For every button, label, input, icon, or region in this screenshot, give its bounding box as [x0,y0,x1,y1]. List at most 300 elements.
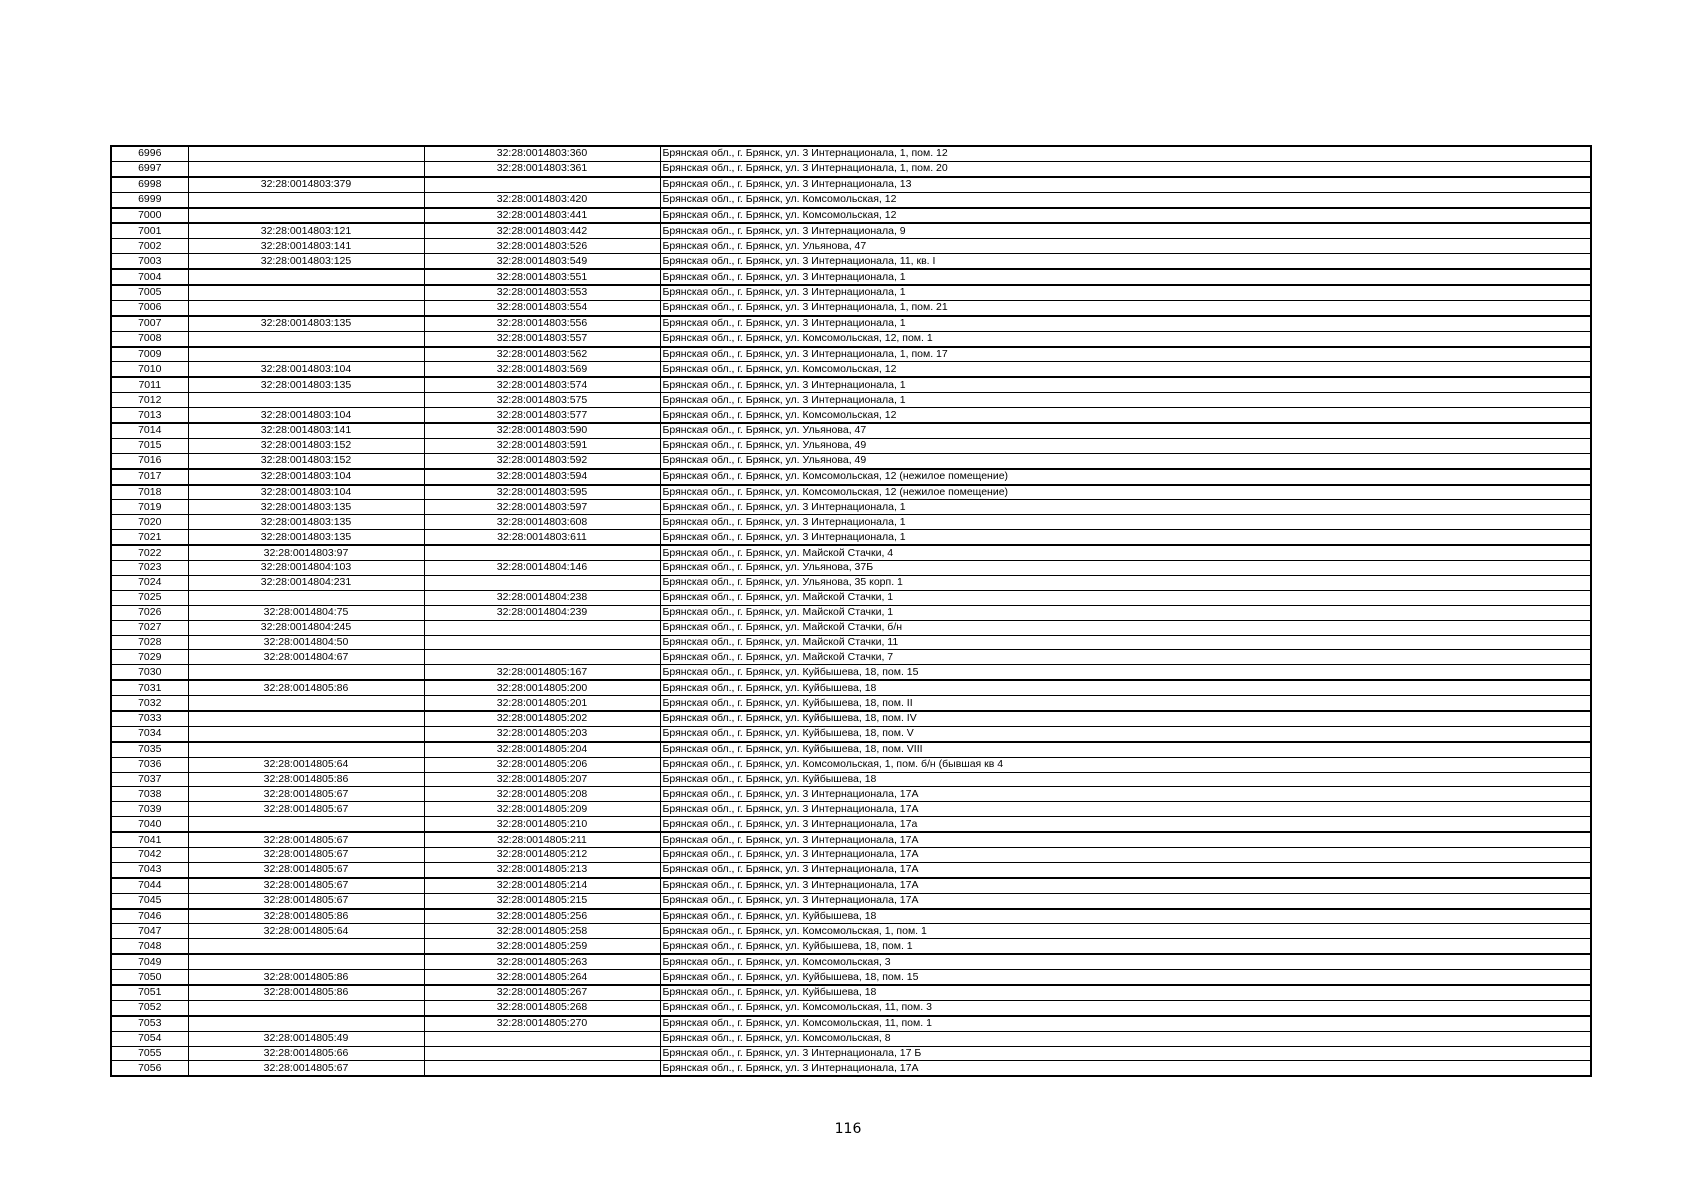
address-cell: Брянская обл., г. Брянск, ул. Комсомольская, 12 [660,208,1591,224]
row-number-cell: 7016 [111,453,188,468]
address-cell: Брянская обл., г. Брянск, ул. Комсомольская, 1, пом. 1 [660,924,1591,939]
land-cadastral-number-cell [188,300,424,315]
land-cadastral-number-cell: 32:28:0014805:49 [188,1031,424,1046]
address-cell: Брянская обл., г. Брянск, ул. Ульянова, 47 [660,423,1591,438]
table-row [111,362,1591,377]
land-cadastral-number-cell: 32:28:0014804:75 [188,605,424,620]
object-cadastral-number-cell: 32:28:0014805:209 [424,802,660,817]
table-row [111,161,1591,176]
object-cadastral-number-cell: 32:28:0014803:556 [424,316,660,331]
table-row [111,954,1591,969]
object-cadastral-number-cell: 32:28:0014805:258 [424,924,660,939]
land-cadastral-number-cell: 32:28:0014805:64 [188,924,424,939]
land-cadastral-number-cell [188,590,424,605]
land-cadastral-number-cell [188,285,424,300]
row-number-cell: 7028 [111,635,188,650]
address-cell: Брянская обл., г. Брянск, ул. Куйбышева, 18 [660,772,1591,787]
land-cadastral-number-cell: 32:28:0014803:97 [188,545,424,560]
row-number-cell: 7018 [111,485,188,500]
object-cadastral-number-cell [424,545,660,560]
land-cadastral-number-cell [188,665,424,680]
table-row [111,561,1591,576]
land-cadastral-number-cell: 32:28:0014804:231 [188,575,424,590]
land-cadastral-number-cell: 32:28:0014805:67 [188,1061,424,1076]
address-cell: Брянская обл., г. Брянск, ул. 3 Интернационала, 13 [660,177,1591,192]
table-row [111,347,1591,362]
row-number-cell: 7027 [111,620,188,635]
row-number-cell: 7038 [111,787,188,802]
land-cadastral-number-cell: 32:28:0014805:64 [188,757,424,772]
address-cell: Брянская обл., г. Брянск, ул. 3 Интернационала, 17А [660,893,1591,908]
object-cadastral-number-cell [424,1031,660,1046]
address-cell: Брянская обл., г. Брянск, ул. 3 Интернационала, 17А [660,787,1591,802]
row-number-cell: 7056 [111,1061,188,1076]
row-number-cell: 7019 [111,500,188,515]
object-cadastral-number-cell [424,1061,660,1076]
land-cadastral-number-cell [188,742,424,757]
object-cadastral-number-cell: 32:28:0014803:597 [424,500,660,515]
object-cadastral-number-cell: 32:28:0014805:206 [424,757,660,772]
object-cadastral-number-cell: 32:28:0014803:569 [424,362,660,377]
object-cadastral-number-cell: 32:28:0014803:420 [424,192,660,207]
land-cadastral-number-cell: 32:28:0014803:125 [188,254,424,269]
row-number-cell: 7050 [111,970,188,985]
object-cadastral-number-cell: 32:28:0014805:270 [424,1016,660,1031]
object-cadastral-number-cell: 32:28:0014804:146 [424,561,660,576]
land-cadastral-number-cell: 32:28:0014804:103 [188,561,424,576]
table-row [111,530,1591,545]
row-number-cell: 7047 [111,924,188,939]
row-number-cell: 7055 [111,1046,188,1061]
table-row [111,605,1591,620]
address-cell: Брянская обл., г. Брянск, ул. 3 Интернационала, 1 [660,316,1591,331]
object-cadastral-number-cell: 32:28:0014803:562 [424,347,660,362]
address-cell: Брянская обл., г. Брянск, ул. Куйбышева, 18, пом. VIII [660,742,1591,757]
land-cadastral-number-cell: 32:28:0014804:245 [188,620,424,635]
land-cadastral-number-cell: 32:28:0014803:104 [188,408,424,423]
land-cadastral-number-cell: 32:28:0014804:50 [188,635,424,650]
address-cell: Брянская обл., г. Брянск, ул. 3 Интернационала, 1 [660,530,1591,545]
address-cell: Брянская обл., г. Брянск, ул. 3 Интернационала, 1, пом. 17 [660,347,1591,362]
row-number-cell: 7017 [111,469,188,485]
table-row [111,893,1591,908]
object-cadastral-number-cell: 32:28:0014805:201 [424,696,660,711]
object-cadastral-number-cell: 32:28:0014805:267 [424,985,660,1000]
table-row [111,254,1591,269]
object-cadastral-number-cell: 32:28:0014803:592 [424,453,660,468]
object-cadastral-number-cell: 32:28:0014803:577 [424,408,660,423]
address-cell: Брянская обл., г. Брянск, ул. Куйбышева, 18, пом. 15 [660,970,1591,985]
land-cadastral-number-cell: 32:28:0014805:86 [188,970,424,985]
row-number-cell: 7046 [111,909,188,924]
address-cell: Брянская обл., г. Брянск, ул. Комсомольская, 12 [660,408,1591,423]
row-number-cell: 7054 [111,1031,188,1046]
land-cadastral-number-cell: 32:28:0014803:104 [188,485,424,500]
table-row [111,970,1591,985]
address-cell: Брянская обл., г. Брянск, ул. 3 Интернационала, 1 [660,285,1591,300]
table-row [111,316,1591,331]
address-cell: Брянская обл., г. Брянск, ул. Куйбышева, 18, пом. IV [660,711,1591,726]
address-cell: Брянская обл., г. Брянск, ул. 3 Интернационала, 1 [660,500,1591,515]
address-cell: Брянская обл., г. Брянск, ул. Ульянова, 37Б [660,561,1591,576]
object-cadastral-number-cell: 32:28:0014803:590 [424,423,660,438]
row-number-cell: 7052 [111,1000,188,1015]
row-number-cell: 7031 [111,680,188,695]
object-cadastral-number-cell [424,177,660,192]
address-cell: Брянская обл., г. Брянск, ул. 3 Интернационала, 17А [660,1061,1591,1076]
address-cell: Брянская обл., г. Брянск, ул. 3 Интернационала, 1 [660,515,1591,530]
object-cadastral-number-cell: 32:28:0014803:574 [424,377,660,392]
row-number-cell: 7023 [111,561,188,576]
row-number-cell: 7035 [111,742,188,757]
object-cadastral-number-cell: 32:28:0014805:213 [424,862,660,877]
row-number-cell: 7039 [111,802,188,817]
row-number-cell: 7014 [111,423,188,438]
object-cadastral-number-cell: 32:28:0014803:361 [424,161,660,176]
address-cell: Брянская обл., г. Брянск, ул. 3 Интернационала, 1 [660,377,1591,392]
address-cell: Брянская обл., г. Брянск, ул. 3 Интернационала, 9 [660,223,1591,238]
land-cadastral-number-cell: 32:28:0014803:152 [188,453,424,468]
land-cadastral-number-cell: 32:28:0014803:141 [188,423,424,438]
land-cadastral-number-cell [188,393,424,408]
object-cadastral-number-cell: 32:28:0014804:238 [424,590,660,605]
page-number: 116 [834,1121,862,1137]
address-cell: Брянская обл., г. Брянск, ул. 3 Интернационала, 1, пом. 21 [660,300,1591,315]
address-cell: Брянская обл., г. Брянск, ул. Майской Стачки, 11 [660,635,1591,650]
object-cadastral-number-cell: 32:28:0014803:595 [424,485,660,500]
row-number-cell: 7009 [111,347,188,362]
row-number-cell: 7026 [111,605,188,620]
address-cell: Брянская обл., г. Брянск, ул. Куйбышева, 18, пом. 15 [660,665,1591,680]
row-number-cell: 7012 [111,393,188,408]
object-cadastral-number-cell [424,650,660,665]
address-cell: Брянская обл., г. Брянск, ул. Комсомольская, 12 (нежилое помещение) [660,469,1591,485]
land-cadastral-number-cell: 32:28:0014804:67 [188,650,424,665]
row-number-cell: 7043 [111,862,188,877]
table-row [111,817,1591,832]
address-cell: Брянская обл., г. Брянск, ул. Комсомольская, 1, пом. б/н (бывшая кв 4 [660,757,1591,772]
object-cadastral-number-cell: 32:28:0014805:212 [424,847,660,862]
row-number-cell: 7051 [111,985,188,1000]
object-cadastral-number-cell: 32:28:0014803:360 [424,146,660,161]
table-row [111,1000,1591,1015]
table-row [111,146,1591,161]
address-cell: Брянская обл., г. Брянск, ул. 3 Интернационала, 17А [660,878,1591,893]
table-row [111,696,1591,711]
row-number-cell: 7034 [111,726,188,741]
land-cadastral-number-cell [188,1016,424,1031]
row-number-cell: 7004 [111,269,188,285]
row-number-cell: 7003 [111,254,188,269]
table-row [111,575,1591,590]
address-cell: Брянская обл., г. Брянск, ул. Ульянова, 49 [660,453,1591,468]
row-number-cell: 7021 [111,530,188,545]
table-row [111,300,1591,315]
land-cadastral-number-cell: 32:28:0014805:67 [188,787,424,802]
land-cadastral-number-cell: 32:28:0014803:135 [188,515,424,530]
land-cadastral-number-cell [188,696,424,711]
table-row [111,802,1591,817]
table-row [111,742,1591,757]
row-number-cell: 7002 [111,239,188,254]
table-row [111,393,1591,408]
address-cell: Брянская обл., г. Брянск, ул. Комсомольская, 11, пом. 1 [660,1016,1591,1031]
object-cadastral-number-cell: 32:28:0014803:553 [424,285,660,300]
table-row [111,590,1591,605]
address-cell: Брянская обл., г. Брянск, ул. Комсомольская, 12, пом. 1 [660,331,1591,346]
row-number-cell: 7042 [111,847,188,862]
object-cadastral-number-cell: 32:28:0014803:594 [424,469,660,485]
land-cadastral-number-cell: 32:28:0014805:67 [188,893,424,908]
table-row [111,878,1591,893]
table-row [111,515,1591,530]
object-cadastral-number-cell: 32:28:0014805:203 [424,726,660,741]
object-cadastral-number-cell: 32:28:0014805:167 [424,665,660,680]
row-number-cell: 7020 [111,515,188,530]
table-row [111,939,1591,954]
table-row [111,909,1591,924]
row-number-cell: 7015 [111,438,188,453]
table-row [111,1061,1591,1076]
table-row [111,832,1591,847]
table-row [111,377,1591,392]
table-row [111,453,1591,468]
address-cell: Брянская обл., г. Брянск, ул. 3 Интернационала, 1 [660,393,1591,408]
object-cadastral-number-cell: 32:28:0014805:259 [424,939,660,954]
table-row [111,408,1591,423]
table-row [111,331,1591,346]
row-number-cell: 7025 [111,590,188,605]
land-cadastral-number-cell: 32:28:0014805:67 [188,862,424,877]
table-row [111,269,1591,285]
object-cadastral-number-cell: 32:28:0014805:264 [424,970,660,985]
table-row [111,924,1591,939]
table-row [111,635,1591,650]
table-body [111,146,1591,1076]
row-number-cell: 7037 [111,772,188,787]
row-number-cell: 7040 [111,817,188,832]
land-cadastral-number-cell: 32:28:0014803:104 [188,362,424,377]
object-cadastral-number-cell [424,1046,660,1061]
address-cell: Брянская обл., г. Брянск, ул. Комсомольская, 12 (нежилое помещение) [660,485,1591,500]
cadastral-table [110,145,1592,1077]
object-cadastral-number-cell: 32:28:0014803:526 [424,239,660,254]
table-row [111,469,1591,485]
land-cadastral-number-cell [188,954,424,969]
row-number-cell: 7007 [111,316,188,331]
land-cadastral-number-cell: 32:28:0014805:67 [188,878,424,893]
table-row [111,500,1591,515]
table-row [111,680,1591,695]
address-cell: Брянская обл., г. Брянск, ул. Майской Стачки, б/н [660,620,1591,635]
address-cell: Брянская обл., г. Брянск, ул. Майской Стачки, 4 [660,545,1591,560]
row-number-cell: 7011 [111,377,188,392]
row-number-cell: 7000 [111,208,188,224]
table-row [111,208,1591,224]
table-row [111,772,1591,787]
land-cadastral-number-cell: 32:28:0014805:66 [188,1046,424,1061]
table-row [111,438,1591,453]
row-number-cell: 7024 [111,575,188,590]
land-cadastral-number-cell: 32:28:0014805:86 [188,985,424,1000]
row-number-cell: 7048 [111,939,188,954]
table-row [111,620,1591,635]
object-cadastral-number-cell: 32:28:0014803:441 [424,208,660,224]
table-row [111,285,1591,300]
table-row [111,847,1591,862]
table-row [111,726,1591,741]
object-cadastral-number-cell: 32:28:0014803:549 [424,254,660,269]
land-cadastral-number-cell [188,208,424,224]
land-cadastral-number-cell: 32:28:0014803:104 [188,469,424,485]
row-number-cell: 7008 [111,331,188,346]
address-cell: Брянская обл., г. Брянск, ул. Комсомольская, 12 [660,192,1591,207]
table-row [111,239,1591,254]
table-row [111,757,1591,772]
object-cadastral-number-cell: 32:28:0014804:239 [424,605,660,620]
address-cell: Брянская обл., г. Брянск, ул. 3 Интернационала, 1 [660,269,1591,285]
land-cadastral-number-cell [188,146,424,161]
land-cadastral-number-cell [188,161,424,176]
object-cadastral-number-cell: 32:28:0014803:611 [424,530,660,545]
land-cadastral-number-cell: 32:28:0014805:86 [188,680,424,695]
land-cadastral-number-cell [188,939,424,954]
object-cadastral-number-cell: 32:28:0014803:554 [424,300,660,315]
land-cadastral-number-cell [188,347,424,362]
land-cadastral-number-cell [188,269,424,285]
row-number-cell: 7022 [111,545,188,560]
address-cell: Брянская обл., г. Брянск, ул. Куйбышева, 18, пом. V [660,726,1591,741]
address-cell: Брянская обл., г. Брянск, ул. 3 Интернационала, 11, кв. I [660,254,1591,269]
object-cadastral-number-cell: 32:28:0014803:551 [424,269,660,285]
object-cadastral-number-cell: 32:28:0014805:215 [424,893,660,908]
land-cadastral-number-cell [188,192,424,207]
land-cadastral-number-cell [188,331,424,346]
table-row [111,1046,1591,1061]
table-row [111,223,1591,238]
row-number-cell: 7036 [111,757,188,772]
row-number-cell: 6996 [111,146,188,161]
table-row [111,1016,1591,1031]
land-cadastral-number-cell: 32:28:0014803:121 [188,223,424,238]
address-cell: Брянская обл., г. Брянск, ул. Комсомольская, 3 [660,954,1591,969]
row-number-cell: 7029 [111,650,188,665]
land-cadastral-number-cell: 32:28:0014805:67 [188,832,424,847]
row-number-cell: 6999 [111,192,188,207]
land-cadastral-number-cell [188,726,424,741]
object-cadastral-number-cell: 32:28:0014805:207 [424,772,660,787]
address-cell: Брянская обл., г. Брянск, ул. Майской Стачки, 1 [660,605,1591,620]
object-cadastral-number-cell [424,575,660,590]
row-number-cell: 7049 [111,954,188,969]
address-cell: Брянская обл., г. Брянск, ул. Куйбышева, 18 [660,909,1591,924]
object-cadastral-number-cell: 32:28:0014805:256 [424,909,660,924]
land-cadastral-number-cell: 32:28:0014805:67 [188,802,424,817]
object-cadastral-number-cell: 32:28:0014805:263 [424,954,660,969]
row-number-cell: 6997 [111,161,188,176]
address-cell: Брянская обл., г. Брянск, ул. 3 Интернационала, 17А [660,862,1591,877]
object-cadastral-number-cell [424,635,660,650]
table-row [111,485,1591,500]
address-cell: Брянская обл., г. Брянск, ул. Ульянова, 47 [660,239,1591,254]
land-cadastral-number-cell: 32:28:0014803:152 [188,438,424,453]
address-cell: Брянская обл., г. Брянск, ул. 3 Интернационала, 17А [660,847,1591,862]
address-cell: Брянская обл., г. Брянск, ул. Комсомольская, 8 [660,1031,1591,1046]
row-number-cell: 7041 [111,832,188,847]
object-cadastral-number-cell: 32:28:0014805:210 [424,817,660,832]
land-cadastral-number-cell: 32:28:0014803:135 [188,500,424,515]
row-number-cell: 7045 [111,893,188,908]
row-number-cell: 7005 [111,285,188,300]
table-row [111,862,1591,877]
land-cadastral-number-cell: 32:28:0014803:135 [188,316,424,331]
object-cadastral-number-cell: 32:28:0014803:591 [424,438,660,453]
address-cell: Брянская обл., г. Брянск, ул. 3 Интернационала, 17А [660,802,1591,817]
land-cadastral-number-cell [188,817,424,832]
row-number-cell: 7030 [111,665,188,680]
table-row [111,1031,1591,1046]
land-cadastral-number-cell: 32:28:0014803:379 [188,177,424,192]
object-cadastral-number-cell: 32:28:0014805:200 [424,680,660,695]
row-number-cell: 7032 [111,696,188,711]
land-cadastral-number-cell [188,1000,424,1015]
table-row [111,545,1591,560]
row-number-cell: 7053 [111,1016,188,1031]
address-cell: Брянская обл., г. Брянск, ул. Майской Стачки, 7 [660,650,1591,665]
row-number-cell: 7033 [111,711,188,726]
address-cell: Брянская обл., г. Брянск, ул. Куйбышева, 18 [660,680,1591,695]
address-cell: Брянская обл., г. Брянск, ул. 3 Интернационала, 17 Б [660,1046,1591,1061]
land-cadastral-number-cell: 32:28:0014803:135 [188,377,424,392]
table-row [111,192,1591,207]
row-number-cell: 7010 [111,362,188,377]
row-number-cell: 7013 [111,408,188,423]
land-cadastral-number-cell [188,711,424,726]
address-cell: Брянская обл., г. Брянск, ул. Куйбышева, 18 [660,985,1591,1000]
table-row [111,787,1591,802]
address-cell: Брянская обл., г. Брянск, ул. Куйбышева, 18, пом. II [660,696,1591,711]
address-cell: Брянская обл., г. Брянск, ул. Майской Стачки, 1 [660,590,1591,605]
row-number-cell: 6998 [111,177,188,192]
object-cadastral-number-cell: 32:28:0014805:268 [424,1000,660,1015]
land-cadastral-number-cell: 32:28:0014803:141 [188,239,424,254]
object-cadastral-number-cell [424,620,660,635]
address-cell: Брянская обл., г. Брянск, ул. 3 Интернационала, 1, пом. 12 [660,146,1591,161]
table-row [111,423,1591,438]
address-cell: Брянская обл., г. Брянск, ул. 3 Интернационала, 1, пом. 20 [660,161,1591,176]
address-cell: Брянская обл., г. Брянск, ул. Куйбышева, 18, пом. 1 [660,939,1591,954]
land-cadastral-number-cell: 32:28:0014805:67 [188,847,424,862]
row-number-cell: 7006 [111,300,188,315]
object-cadastral-number-cell: 32:28:0014805:211 [424,832,660,847]
object-cadastral-number-cell: 32:28:0014805:204 [424,742,660,757]
row-number-cell: 7001 [111,223,188,238]
table-row [111,711,1591,726]
object-cadastral-number-cell: 32:28:0014803:575 [424,393,660,408]
address-cell: Брянская обл., г. Брянск, ул. Ульянова, 49 [660,438,1591,453]
address-cell: Брянская обл., г. Брянск, ул. Комсомольская, 11, пом. 3 [660,1000,1591,1015]
address-cell: Брянская обл., г. Брянск, ул. Комсомольская, 12 [660,362,1591,377]
table-row [111,177,1591,192]
object-cadastral-number-cell: 32:28:0014805:208 [424,787,660,802]
address-cell: Брянская обл., г. Брянск, ул. Ульянова, 35 корп. 1 [660,575,1591,590]
row-number-cell: 7044 [111,878,188,893]
land-cadastral-number-cell: 32:28:0014805:86 [188,909,424,924]
object-cadastral-number-cell: 32:28:0014805:214 [424,878,660,893]
table-row [111,665,1591,680]
object-cadastral-number-cell: 32:28:0014803:557 [424,331,660,346]
table-row [111,985,1591,1000]
